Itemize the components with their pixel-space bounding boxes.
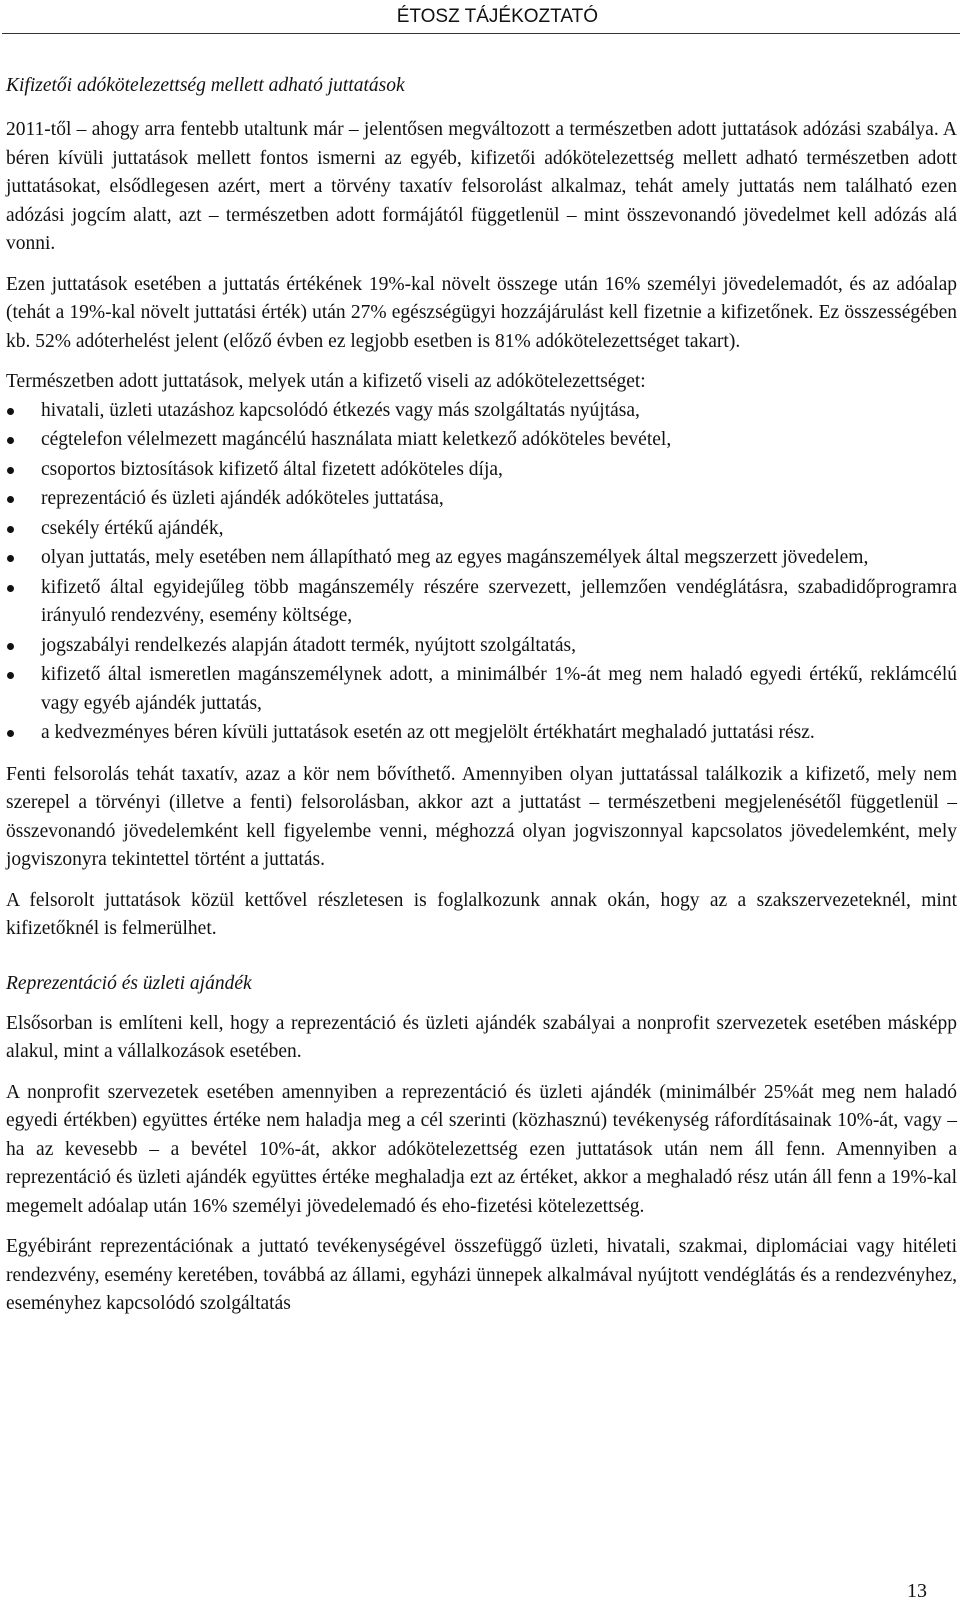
paragraph: Ezen juttatások esetében a juttatás értékének 19%-kal növelt összege után 16% személyi jövedelemadót, és az adóalap (tehát a 19%-kal növelt juttatási érték) után 27% egészségügyi hozzájárulást kell fizetnie a kifizetőnek. Ez összességében kb. 52% adóterhelést jelent (előző évben ez legjobb esetben is 81% adókötelezettséget takart). xyxy=(6,273,957,352)
page-header xyxy=(0,0,960,34)
section-heading-kifizetoi: Kifizetői adókötelezettség mellett adható juttatások xyxy=(6,75,405,96)
page-number: 13 xyxy=(907,1580,927,1602)
paragraph: A nonprofit szervezetek esetében amennyiben a reprezentáció és üzleti ajándék (minimálbér 25%át meg nem haladó egyedi értékben) együttes értéke nem haladja meg a cél szerinti (közhasznú) tevékenység ráfordításainak 10%-át, vagy – ha az kevesebb – a bevétel 10%-át, akkor adókötelezettség ezen juttatások után nem áll fenn. Amennyiben a reprezentáció és üzleti ajándék együttes értéke meghaladja ezt az értéket, akkor a meghaladó rész után áll fenn a 19%-kal megemelt adóalap után 16% személyi jövedelemadó és eho-fizetési kötelezettség. xyxy=(6,1081,957,1217)
bullet-list xyxy=(6,397,957,748)
header-title: ÉTOSZ TÁJÉKOZTATÓ xyxy=(396,6,598,27)
list-item: cégtelefon vélelmezett magáncélú használata miatt keletkező adóköteles bevétel, xyxy=(6,426,957,455)
paragraph: Egyébiránt reprezentációnak a juttató tevékenységével összefüggő üzleti, hivatali, szakmai, diplomáciai vagy hitéleti rendezvény, esemény keretében, továbbá az állami, egyházi ünnepek alkalmával nyújtott vendéglátás és a rendezvényhez, eseményhez kapcsolódó szolgáltatás xyxy=(6,1236,957,1314)
list-item: kifizető által ismeretlen magánszemélynek adott, a minimálbér 1%-át meg nem haladó egyedi értékű, reklámcélú vagy egyéb ajándék juttatás, xyxy=(6,661,957,718)
list-item: hivatali, üzleti utazáshoz kapcsolódó étkezés vagy más szolgáltatás nyújtása, xyxy=(6,397,957,426)
list-item: reprezentáció és üzleti ajándék adóköteles juttatása, xyxy=(6,485,957,514)
list-item: a kedvezményes béren kívüli juttatások esetén az ott megjelölt értékhatárt meghaladó juttatási rész. xyxy=(6,719,957,748)
header-divider xyxy=(2,33,960,34)
list-item: olyan juttatás, mely esetében nem állapítható meg az egyes magánszemélyek által megszerzett jövedelem, xyxy=(6,544,957,573)
paragraph: Fenti felsorolás tehát taxatív, azaz a kör nem bővíthető. Amennyiben olyan juttatással találkozik a kifizető, mely nem szerepel a törvényi (illetve a fenti) felsorolásban, akkor azt a juttatást – természetbeni megjelenésétől függetlenül – összevonandó jövedelemként kell figyelembe venni, méghozzá olyan jogviszonnyal kapcsolatos jövedelemként, mely jogviszonyra tekintettel történt a juttatás. xyxy=(6,763,957,870)
list-item: jogszabályi rendelkezés alapján átadott termék, nyújtott szolgáltatás, xyxy=(6,632,957,661)
paragraph: A felsorolt juttatások közül kettővel részletesen is foglalkozunk annak okán, hogy az a szakszervezeteknél, mint kifizetőknél is felmerülhet. xyxy=(6,889,957,939)
list-intro: Természetben adott juttatások, melyek után a kifizető viseli az adókötelezettséget: xyxy=(6,371,646,392)
paragraph: 2011-től – ahogy arra fentebb utaltunk már – jelentősen megváltozott a természetben adott juttatások adózási szabálya. A béren kívüli juttatások mellett fontos ismerni az egyéb, kifizetői adókötelezettség mellett adható természetben adott juttatásokat, elsődlegesen azért, mert a törvény taxatív felsorolást alkalmaz, tehát amely juttatás nem található ezen adózási jogcím alatt, azt – természetben adott formájától függetlenül – mint összevonandó jövedelmet kell adózás alá vonni. xyxy=(6,119,957,254)
list-item: csekély értékű ajándék, xyxy=(6,515,957,544)
document-body xyxy=(6,72,957,1319)
section-heading-reprezentacio: Reprezentáció és üzleti ajándék xyxy=(6,972,252,994)
list-item: kifizető által egyidejűleg több magánszemély részére szervezett, jellemzően vendéglátásra, szabadidőprogramra irányuló rendezvény, esemény költsége, xyxy=(6,574,957,631)
paragraph: Elsősorban is említeni kell, hogy a reprezentáció és üzleti ajándék szabályai a nonprofit szervezetek esetében másképp alakul, mint a vállalkozások esetében. xyxy=(6,1012,957,1062)
list-item: csoportos biztosítások kifizető által fizetett adóköteles díja, xyxy=(6,456,957,485)
